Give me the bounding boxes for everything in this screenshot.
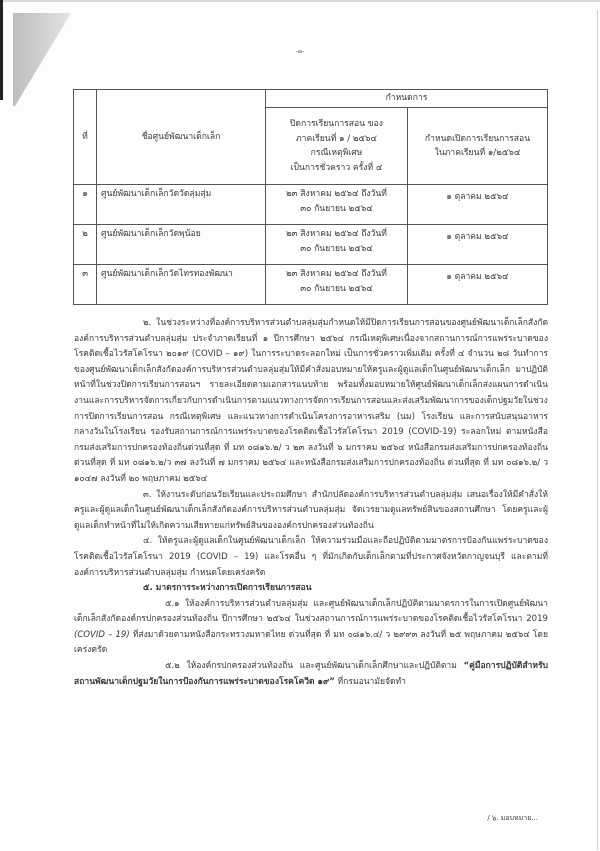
section-3-paragraph: ๓. ให้งานระดับก่อนวัยเรียนและประถมศึกษา สำนักปลัดองค์การบริหารส่วนตำบลลุ่มสุ่ม เสนอเรื่องให้มีคำสั่งให้ครูและผู้ดูแลเด็กในศูนย์พัฒนาเด็กเล็กสังกัดองค์การบริหารส่วนตำบลลุ่มสุ่ม จัดเวรยามดูแลทรัพย์สินของสถานศึกษา โดยครูและผู้ดูแลเด็กทำหน้าที่ไม่ให้เกิดความเสียหายแก่ทรัพย์สินขององค์กรปกครองส่วนท้องถิ่น [74,489,548,531]
header-close-line: ภาคเรียนที่ ๑ / ๒๕๖๔ [295,133,378,144]
header-close-line: กรณีเหตุพิเศษ [310,148,363,158]
row-close-end: ๓๐ กันยายน ๒๕๖๔ [300,243,373,254]
section-5-2-text-end: ที่กรมอนามัยจัดทำ [334,676,406,687]
section-5-1-covid-term: (COVID – 19) [74,629,130,640]
row-close-start: ๒๓ สิงหาคม ๒๕๖๔ ถึงวันที่ [286,269,387,279]
section-2-paragraph: ๒. ในช่วงระหว่างที่องค์การบริหารส่วนตำบลลุ่มสุ่มกำหนดให้มีปิดการเรียนการสอนของศูนย์พัฒนาเด็กเล็กสังกัดองค์การบริหารส่วนตำบลลุ่มสุ่ม ประจำภาคเรียนที่ ๑ ปีการศึกษา ๒๕๖๔ กรณีเหตุพิเศษเนื่องจากสถานการณ์การแพร่ระบาดของโรคติดเชื้อไวรัสโคโรนา ๒๐๑๙ (COVID – ๑๙) ในการระบาดระลอกใหม่ เป็นการชั่วคราวเพิ่มเติม ครั้งที่ ๔ จำนวน ๒๘ วันทำการ ของศูนย์พัฒนาเด็กเล็กสังกัดองค์การบริหารส่วนตำบลลุ่มสุ่มให้มีคำสั่งมอบหมายให้ครูและผู้ดูแลเด็กในศูนย์พัฒนาเด็กเล็ก มาปฏิบัติหน้าที่ในช่วงปิดการเรียนการสอนฯ รายละเอียดตามเอกสารแนบท้าย พร้อมทั้งมอบหมายให้ศูนย์พัฒนาเด็กเล็กส่งแผนการดำเนินงานและการบริหารจัดการเกี่ยวกับการดำเนินการตามแนวทางการจัดการเรียนการสอนและส่งเสริมพัฒนาการของเด็กปฐมวัยในช่วงการปิดการเรียนการสอน กรณีเหตุพิเศษ และแนวทางการดำเนินโครงการอาหารเสริม (นม) โรงเรียน และการสนับสนุนอาหารกลางวันในโรงเรียน รองรับสถานการณ์การแพร่ระบาดของโรคติดเชื้อไวรัสโคโรนา 2019 (COVID-19) ระลอกใหม่ ตามหนังสือกรมส่งเสริมการปกครองท้องถิ่นด่วนที่สุด ที่ มท ๐๘๑๖.๒/ ว ๒๓ ลงวันที่ ๖ มกราคม ๒๕๖๔ หนังสือกรมส่งเสริมการปกครองท้องถิ่น ด่วนที่สุด ที่ มท ๐๘๑๖.๒/ว ๓๗ ลงวันที่ ๗ มกราคม ๒๕๖๔ และหนังสือกรมส่งเสริมการปกครองท้องถิ่น ด่วนที่สุด ที่ มท ๐๘๑๖.๒/ ว ๑๐๔๗ ลงวันที่ ๒๐ พฤษภาคม ๒๕๖๔ [74,318,548,484]
table-row [74,265,548,305]
header-center-name: ชื่อศูนย์พัฒนาเด็กเล็ก [97,90,266,185]
row-close-start: ๒๓ สิงหาคม ๒๕๖๔ ถึงวันที่ [286,189,387,199]
row-close-end: ๓๐ กันยายน ๒๕๖๔ [300,203,373,214]
row-close-start: ๒๓ สิงหาคม ๒๕๖๔ ถึงวันที่ [286,229,387,239]
row-center-name: ศูนย์พัฒนาเด็กเล็กวัดไทรทองพัฒนา [97,265,266,305]
scan-corner-shadow [12,12,72,107]
header-schedule-group: กำหนดการ [266,90,548,108]
page-number: -๓- [295,48,305,55]
header-open-date [408,108,548,185]
row-close-period [266,185,408,225]
row-no: ๓ [74,265,97,305]
row-center-name: ศูนย์พัฒนาเด็กเล็กวัดพุน้อย [97,225,266,265]
row-open-date: ๑ ตุลาคม ๒๕๖๔ [408,185,548,225]
table-row [74,185,548,225]
row-no: ๑ [74,185,97,225]
section-5-2-text: ๕.๒ ให้องค์กรปกครองส่วนท้องถิ่น และศูนย์พัฒนาเด็กเล็กศึกษาและปฏิบัติตาม [165,661,464,672]
scan-edge-right [597,10,598,850]
header-close-line: เป็นการชั่วคราว ครั้งที่ ๔ [290,162,383,173]
row-no: ๒ [74,225,97,265]
section-5-1-text-end: ที่ส่งมาด้วยตามหนังสือกระทรวงมหาดไทย ด่วนที่สุด ที่ มท ๐๘๑๖.๔/ ว ๒๙๙๓ ลงวันที่ ๒๕ พฤษภาคม ๒๕๖๔ โดยเคร่งครัด [74,629,548,656]
row-close-period [266,265,408,305]
section-5-1-text: ๕.๑ ให้องค์การบริหารส่วนตำบลลุ่มสุ่ม และศูนย์พัฒนาเด็กเล็กปฏิบัติตามมาตรการในการเปิดศูนย์พัฒนาเด็กเล็กสังกัดองค์กรปกครองส่วนท้องถิ่น ปีการศึกษา ๒๕๖๔ ในช่วงสถานการณ์การแพร่ระบาดของโรคติดเชื้อไวรัสโคโรนา 2019 [74,598,548,625]
table-row [74,225,548,265]
scan-edge-top [0,0,600,2]
row-close-period [266,225,408,265]
document-body [74,316,548,690]
section-5-2-manual-title: “คู่มือการปฏิบัติสำหรับสถานพัฒนาเด็กปฐมวัยในการป้องกันการแพร่ระบาดของโรคโควิด ๑๙” [74,661,548,687]
header-open-line: กำหนดเปิดการเรียนการสอน [424,133,531,144]
section-5-1-paragraph [74,597,548,659]
header-no: ที่ [74,90,97,185]
row-open-date: ๑ ตุลาคม ๒๕๖๔ [408,265,548,305]
table-header-row [74,90,548,108]
section-5-2-paragraph [74,659,548,690]
section-4-paragraph: ๔. ให้ครูและผู้ดูแลเด็กในศูนย์พัฒนาเด็กเล็ก ให้ความร่วมมือและถือปฏิบัติตามมาตรการป้องกันแพร่ระบาดของโรคติดเชื้อไวรัสโคโรนา 2019 (COVID – 19) และโรคอื่น ๆ ที่มักเกิดกับเด็กเล็กตามที่ประกาศจังหวัดกาญจนบุรี และตามที่องค์การบริหารส่วนตำบลลุ่มสุ่ม กำหนดโดยเคร่งครัด [74,536,548,578]
child-center-schedule-table [73,89,548,305]
row-open-date: ๑ ตุลาคม ๒๕๖๔ [408,225,548,265]
header-close-period [266,108,408,185]
header-close-line: ปิดการเรียนการสอน ของ [289,119,384,129]
row-center-name: ศูนย์พัฒนาเด็กเล็กวัดวัดลุ่มสุ่ม [97,185,266,225]
continued-next-page-note: / ๖. มอบหมาย... [487,814,538,822]
row-close-end: ๓๐ กันยายน ๒๕๖๔ [300,283,373,294]
section-5-heading: ๕. มาตรการระหว่างการเปิดการเรียนการสอน [143,583,312,594]
header-open-line: ในภาคเรียนที่ ๑/๒๕๖๔ [434,148,521,158]
